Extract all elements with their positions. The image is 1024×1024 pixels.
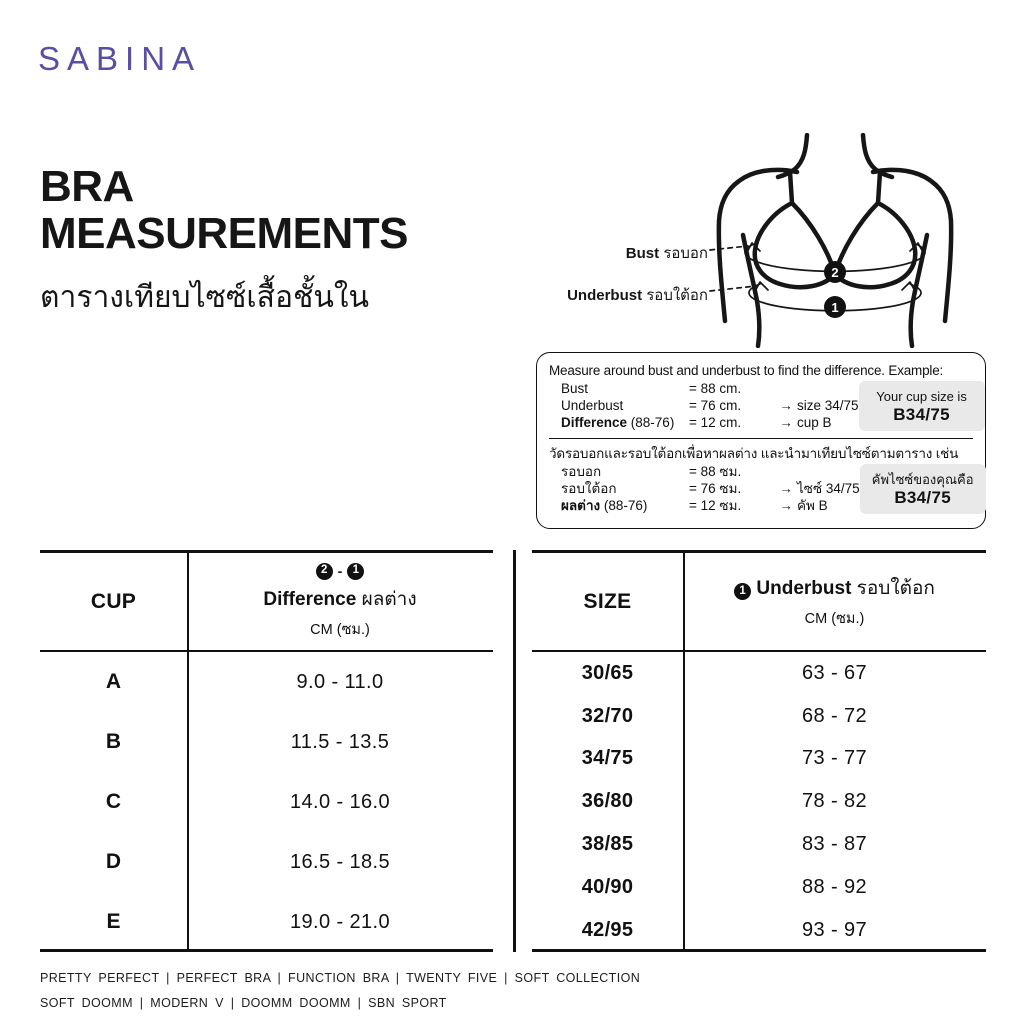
instruction-row-bust-en: Bust = 88 cm. [561, 381, 742, 396]
table-row: 40/90 88 - 92 [581, 875, 868, 898]
brand-logo: SABINA [38, 40, 202, 77]
table-row: E 19.0 - 21.0 [106, 910, 391, 933]
difference-column-header: 2 - 1 Difference ผลต่าง CM (ซม.) [263, 563, 417, 638]
table-row: B 11.5 - 13.5 [105, 730, 390, 753]
arrow-right-icon: → [779, 398, 793, 413]
badge-1-icon: 1 [734, 583, 751, 600]
table-row: 38/85 83 - 87 [581, 833, 868, 856]
badge-1-icon: 1 [347, 563, 364, 580]
cup-table-header [40, 553, 493, 652]
measurement-instruction-box [536, 352, 986, 529]
arrow-right-icon: → [779, 481, 793, 496]
table-row: 30/65 63 - 67 [581, 661, 868, 684]
page-title-line2: MEASUREMENTS [40, 208, 409, 258]
underbust-diagram-label: Underbust รอบใต้อก [567, 287, 708, 304]
tables-divider [513, 550, 516, 952]
arrow-right-icon: → [779, 415, 793, 430]
table-row: 34/75 73 - 77 [581, 747, 868, 770]
bust-diagram-label: Bust รอบอก [625, 245, 708, 262]
instruction-intro-th: วัดรอบอกและรอบใต้อกเพื่อหาผลต่าง และนำมาเทียบไซซ์ตามตาราง เช่น [549, 446, 959, 461]
page-title-line1: BRA [40, 162, 134, 211]
page-subtitle-thai: ตารางเทียบไซซ์เสื้อชั้นใน [40, 281, 370, 314]
bust-number-badge [824, 261, 846, 283]
underbust-number-badge [824, 296, 846, 318]
bra-strap-right [878, 172, 880, 203]
instruction-row-underbust-th: รอบใต้อก = 76 ซม. → ไซซ์ 34/75 [561, 481, 860, 496]
bra-cup-left [755, 203, 835, 287]
table-row: 36/80 78 - 82 [581, 790, 868, 813]
instruction-row-underbust-en: Underbust = 76 cm. → size 34/75 [561, 398, 859, 413]
cup-table-column-divider [187, 553, 189, 949]
svg-text:2: 2 [831, 265, 839, 280]
cup-size-result-box-en: Your cup size is B34/75 [859, 381, 985, 431]
size-table-header [532, 553, 986, 652]
table-row: D 16.5 - 18.5 [105, 850, 391, 873]
instruction-section-th [549, 445, 973, 514]
cup-difference-table [40, 550, 493, 952]
table-row: 42/95 93 - 97 [581, 918, 868, 941]
footer-collections-line1: PRETTY PERFECT | PERFECT BRA | FUNCTION BRA | TWENTY FIVE | SOFT COLLECTION [40, 971, 641, 985]
instruction-box-divider [549, 438, 973, 439]
size-column-header: SIZE [583, 589, 632, 613]
size-table-column-divider [683, 553, 685, 949]
instruction-row-difference-th: ผลต่าง (88-76) = 12 ซม. → คัพ B [561, 498, 828, 513]
size-underbust-table [532, 550, 986, 952]
footer-collections-line2: SOFT DOOMM | MODERN V | DOOMM DOOMM | SBN SPORT [40, 996, 447, 1010]
instruction-intro-en: Measure around bust and underbust to find the difference. Example: [549, 363, 944, 378]
bra-strap-left [790, 172, 792, 203]
table-row: C 14.0 - 16.0 [105, 790, 391, 813]
cup-size-result-box-th: คัพไซซ์ของคุณคือ B34/75 [860, 464, 986, 514]
page-title [40, 164, 408, 257]
badge-2-icon: 2 [316, 563, 333, 580]
instruction-row-difference-en: Difference (88-76) = 12 cm. → cup B [561, 415, 832, 430]
svg-text:1: 1 [831, 300, 839, 315]
arrow-right-icon: → [779, 498, 793, 513]
instruction-section-en [549, 362, 973, 431]
table-row: 32/70 68 - 72 [581, 704, 868, 727]
bra-cup-right [835, 203, 915, 287]
bust-label-dashed-line [710, 246, 748, 250]
cup-column-header: CUP [90, 589, 137, 613]
table-row: A 9.0 - 11.0 [105, 670, 384, 693]
bra-measurement-diagram [560, 133, 1000, 348]
underbust-column-header: 1 Underbust รอบใต้อก CM (ซม.) [683, 553, 986, 650]
instruction-row-bust-th: รอบอก = 88 ซม. [561, 464, 742, 479]
